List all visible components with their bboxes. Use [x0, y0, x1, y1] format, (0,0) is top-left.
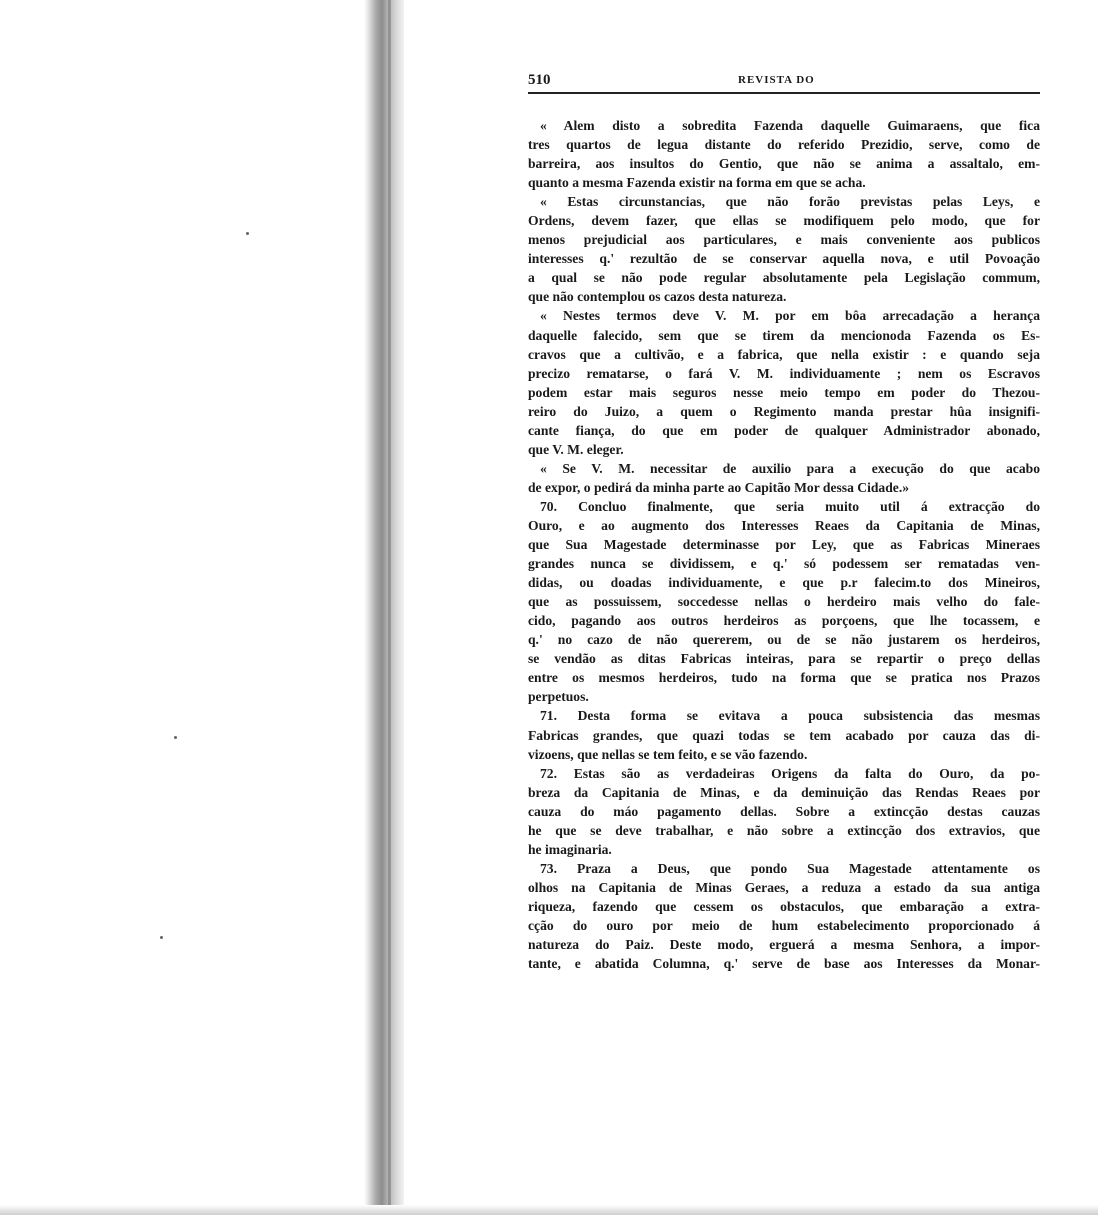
- text-line: a qual se não pode regular absolutamente pela Legislação commum,: [528, 270, 1040, 286]
- text-line: reiro do Juizo, a quem o Regimento manda prestar hûa insignifi-: [528, 403, 1040, 419]
- text-line: cante fiança, do que em poder de qualquer Administrador abonado,: [528, 422, 1040, 438]
- paper-speck: [174, 736, 177, 739]
- text-line: didas, ou doadas individuamente, e que p.r falecim.to dos Mineiros,: [528, 575, 1040, 591]
- text-line: « Nestes termos deve V. M. por em bôa arrecadação a herança: [540, 308, 1040, 324]
- text-line: Fabricas grandes, que quazi todas se tem acabado por cauza das di-: [528, 727, 1040, 743]
- text-line: cauza do máo pagamento dellas. Sobre a extincção destas cauzas: [528, 803, 1040, 819]
- text-line: daquelle falecido, sem que se tirem da mencionoda Fazenda os Es-: [528, 327, 1040, 343]
- text-line: 73. Praza a Deus, que pondo Sua Magestade attentamente os: [540, 860, 1040, 876]
- text-line: que as possuissem, soccedesse nellas o herdeiro mais velho do fale-: [528, 594, 1040, 610]
- text-line: tres quartos de legua distante do referido Prezidio, serve, como de: [528, 137, 1040, 153]
- text-line: menos prejudicial aos particulares, e mais conveniente aos publicos: [528, 232, 1040, 248]
- text-line: 72. Estas são as verdadeiras Origens da falta do Ouro, da po-: [540, 765, 1040, 781]
- text-line: entre os mesmos herdeiros, tudo na forma que se pratica nos Prazos: [528, 670, 1040, 686]
- text-line: natureza do Paiz. Deste modo, erguerá a mesma Senhora, a impor-: [528, 937, 1040, 953]
- text-line: « Estas circunstancias, que não forão previstas pelas Leys, e: [540, 194, 1040, 210]
- binding-edge: [388, 0, 391, 1215]
- text-line: he imaginaria.: [528, 841, 612, 857]
- running-head: [528, 70, 1040, 94]
- text-line: cravos que a cultivão, e a fabrica, que nella existir : e quando seja: [528, 346, 1040, 362]
- text-line: breza da Capitania de Minas, e da deminuição das Rendas Reaes por: [528, 784, 1040, 800]
- text-line: que não contemplou os cazos desta natureza.: [528, 289, 787, 305]
- text-line: barreira, aos insultos do Gentio, que não se anima a assaltalo, em-: [528, 156, 1040, 172]
- text-line: he que se deve trabalhar, e não sobre a extincção dos extravios, que: [528, 822, 1040, 838]
- text-line: interesses q.' rezultão de se conservar aquella nova, e util Povoação: [528, 251, 1040, 267]
- text-line: 70. Concluo finalmente, que seria muito util á extracção do: [540, 498, 1040, 514]
- text-line: que Sua Magestade determinasse por Ley, que as Fabricas Mineraes: [528, 537, 1040, 553]
- text-line: « Alem disto a sobredita Fazenda daquelle Guimaraens, que fica: [540, 118, 1040, 133]
- book-page: [528, 70, 1040, 973]
- text-line: Ouro, e ao augmento dos Interesses Reaes da Capitania de Minas,: [528, 517, 1040, 533]
- text-line: que V. M. eleger.: [528, 441, 624, 457]
- running-title: REVISTA DO: [738, 74, 815, 86]
- text-line: se vendão as ditas Fabricas inteiras, para se repartir o preço dellas: [528, 651, 1040, 667]
- text-line: vizoens, que nellas se tem feito, e se vão fazendo.: [528, 746, 808, 762]
- page-number: 510: [528, 72, 551, 88]
- text-line: Ordens, devem fazer, que ellas se modifiquem pelo modo, que for: [528, 213, 1040, 229]
- text-line: de expor, o pedirá da minha parte ao Capitão Mor dessa Cidade.»: [528, 479, 910, 495]
- text-line: q.' no cazo de não quererem, ou de se não justarem os herdeiros,: [528, 632, 1040, 648]
- text-line: tante, e abatida Columna, q.' serve de base aos Interesses da Monar-: [528, 956, 1040, 972]
- paper-speck: [160, 936, 163, 939]
- text-line: quanto a mesma Fazenda existir na forma em que se acha.: [528, 175, 866, 191]
- text-line: riqueza, fazendo que cessem os obstaculos, que embaração a extra-: [528, 898, 1040, 914]
- text-line: perpetuos.: [528, 689, 589, 705]
- page-bottom-edge: [0, 1205, 1098, 1215]
- text-line: podem estar mais seguros nesse meio tempo em poder do Thezou-: [528, 384, 1040, 400]
- paper-speck: [246, 232, 249, 235]
- binding-gutter: [364, 0, 404, 1215]
- text-line: grandes nunca se dividissem, e q.' só podessem ser rematadas ven-: [528, 556, 1040, 572]
- text-line: 71. Desta forma se evitava a pouca subsistencia das mesmas: [540, 708, 1040, 724]
- text-line: cção do ouro por meio de hum estabelecimento proporcionado á: [528, 917, 1040, 933]
- body-text: [528, 116, 1040, 973]
- text-line: precizo rematarse, o fará V. M. individuamente ; nem os Escravos: [528, 365, 1040, 381]
- text-line: olhos na Capitania de Minas Geraes, a reduza a estado da sua antiga: [528, 879, 1040, 895]
- text-line: cido, pagando aos outros herdeiros as porçoens, que lhe tocassem, e: [528, 613, 1040, 629]
- text-line: « Se V. M. necessitar de auxilio para a execução do que acabo: [540, 460, 1040, 476]
